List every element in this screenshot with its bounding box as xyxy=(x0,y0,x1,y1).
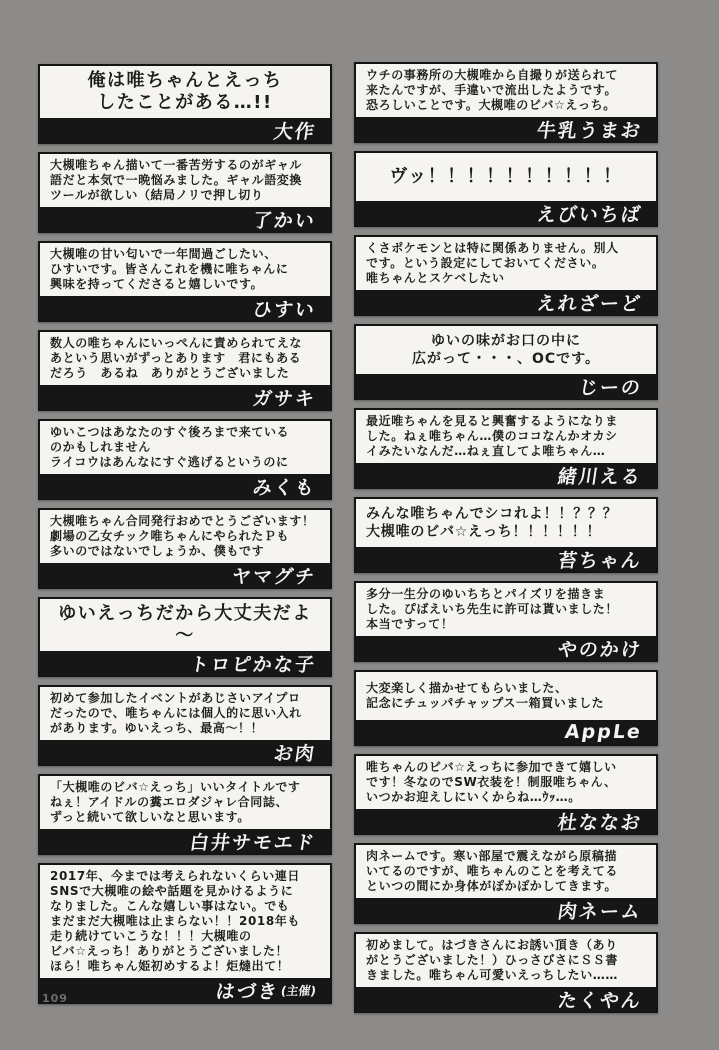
author-name: 緒川える xyxy=(556,465,644,487)
comment-body xyxy=(40,154,330,207)
author-name: ひすい xyxy=(251,298,318,320)
comment-body xyxy=(356,237,656,290)
comment-text: 多分一生分のゆいちちとパイズリを描きま した。ぴばえいち先生に許可は貰いました！ 本当ですって！ xyxy=(366,587,619,631)
author-name: たくやん xyxy=(556,989,644,1011)
comment-box xyxy=(354,843,658,924)
author-name: 杜ななお xyxy=(556,811,644,833)
comment-body xyxy=(356,845,656,898)
author-name: トロピかな子 xyxy=(188,653,318,675)
comment-box xyxy=(354,581,658,662)
author-name: みくも xyxy=(251,476,318,498)
comments-column-right xyxy=(354,62,658,1013)
author-banner xyxy=(40,118,330,142)
comment-box xyxy=(354,497,658,573)
comment-body xyxy=(356,326,656,374)
author-banner xyxy=(40,296,330,320)
author-banner xyxy=(356,636,656,660)
comment-box xyxy=(354,932,658,1013)
comment-body xyxy=(40,332,330,385)
comment-box xyxy=(38,685,332,766)
comment-body xyxy=(356,756,656,809)
comment-text: 大槻唯ちゃん合同発行おめでとうございます！ 劇場の乙女チック唯ちゃんにやられたＰも 多いのではないでしょうか、僕もです xyxy=(50,514,315,558)
author-name: お肉 xyxy=(272,742,318,764)
comment-text: 「大槻唯のビバ☆えっち」いいタイトルです ねぇ！アイドルの糞エロダジャレ合同誌、 ずっと続いて欲しいなと思います。 xyxy=(50,780,301,824)
author-banner xyxy=(356,374,656,398)
comment-body xyxy=(40,599,330,651)
comment-box xyxy=(354,408,658,489)
comment-body xyxy=(40,865,330,978)
comment-body xyxy=(356,499,656,547)
author-name: 牛乳うまお xyxy=(535,119,644,141)
author-banner xyxy=(356,117,656,141)
author-banner xyxy=(356,720,656,744)
author-banner xyxy=(356,290,656,314)
comment-text: 初めて参加したイベントがあじさいアイプロ だったので、唯ちゃんには個人的に思い入れ があります。ゆいえっち、最高～！！ xyxy=(50,691,302,735)
author-banner xyxy=(40,740,330,764)
comment-text: ウチの事務所の大槻唯から自撮りが送られて 来たんですが、手違いで流出したようです。 恐ろしいことです。大槻唯のビバ☆えっち。 xyxy=(366,68,619,112)
author-name: じーの xyxy=(577,376,644,398)
comment-text: 俺は唯ちゃんとえっち したことがある…!! xyxy=(87,70,283,113)
comment-body xyxy=(40,421,330,474)
author-banner xyxy=(40,651,330,675)
page-number: 109 xyxy=(42,992,68,1005)
comment-box xyxy=(354,324,658,400)
comment-text: 2017年、今までは考えられないくらい連日 SNSで大槻唯の絵や話題を見かけるように なりました。こんな嬉しい事はない。でも まだまだ大槻唯は止まらない！！2018年も 走り続けていこうな！！！大槻唯の ビバ☆えっち！ありがとうございました！ ほら！唯ちゃん姫初めするよ！炬燵出て！ xyxy=(50,869,300,973)
comment-box xyxy=(38,774,332,855)
comment-text: 最近唯ちゃんを見ると興奮するようになりま した。ねぇ唯ちゃん…僕のココなんかオカシ イみたいなんだ…ねぇ直してよ唯ちゃん… xyxy=(366,414,619,458)
comment-text: ゆいこつはあなたのすぐ後ろまで来ている のかもしれません ライコウはあんなにすぐ逃げるというのに xyxy=(50,425,290,469)
comments-column-left xyxy=(38,64,332,1004)
author-name: えびいちば xyxy=(535,203,644,225)
author-banner xyxy=(356,463,656,487)
comment-box xyxy=(38,419,332,500)
comment-box xyxy=(354,62,658,143)
author-name: 苔ちゃん xyxy=(556,549,644,571)
author-banner xyxy=(356,987,656,1011)
comment-text: ゆいの味がお口の中に 広がって・・・、OCです。 xyxy=(411,333,601,367)
author-name: 大作 xyxy=(272,120,318,142)
comment-box xyxy=(354,754,658,835)
author-name: 白井サモエド xyxy=(188,831,318,853)
comment-body xyxy=(40,510,330,563)
author-banner xyxy=(40,385,330,409)
comment-box xyxy=(354,670,658,746)
comment-text: くさポケモンとは特に関係ありません。別人 です。という設定にしておいてください。 唯ちゃんとスケベしたい xyxy=(366,241,619,285)
author-banner xyxy=(40,563,330,587)
comment-text: 唯ちゃんのビバ☆えっちに参加できて嬉しい です！冬なのでSW衣装を！制服唯ちゃん、 いつかお迎えしにいくからね…ｳｯ…。 xyxy=(366,760,617,804)
comment-text: みんな唯ちゃんでシコれよ！！？？？ 大槻唯のビバ☆えっち！！！！！！ xyxy=(366,506,618,540)
comment-text: 肉ネームです。寒い部屋で震えながら原稿描 いてるのですが、唯ちゃんのことを考えてる といつの間にか身体がぽかぽかしてきます。 xyxy=(366,849,619,893)
comment-text: 大変楽しく描かせてもらいました、 記念にチュッパチャップス一箱買いました xyxy=(366,681,605,710)
author-banner xyxy=(356,898,656,922)
comment-text: ヴッ！！！！！！！！！！ xyxy=(389,166,623,187)
author-banner xyxy=(40,474,330,498)
comment-body xyxy=(356,583,656,636)
comment-box xyxy=(354,151,658,227)
comment-box xyxy=(38,597,332,677)
author-banner xyxy=(356,809,656,833)
comment-body xyxy=(356,934,656,987)
comment-text: 大槻唯の甘い匂いで一年間過ごしたい、 ひすいです。皆さんこれを機に唯ちゃんに 興味を持ってくださると嬉しいです。 xyxy=(50,247,289,291)
comment-body xyxy=(356,672,656,720)
author-banner xyxy=(40,829,330,853)
comment-body xyxy=(40,243,330,296)
author-role: (主催) xyxy=(279,983,317,998)
comment-body xyxy=(40,66,330,118)
comment-text: 数人の唯ちゃんにいっぺんに責められてえな あという思いがずっとあります 君にもある だろう あるね ありがとうございました xyxy=(50,336,303,380)
comment-text: 初めまして。はづきさんにお誘い頂き（あり がとうございました！）ひっさびさにＳＳ書 きました。唯ちゃん可愛いえっちしたい…… xyxy=(366,938,619,982)
comment-box xyxy=(354,235,658,316)
author-banner xyxy=(356,547,656,571)
author-name: 肉ネーム xyxy=(556,900,644,922)
comment-box xyxy=(38,508,332,589)
author-name: えれざーど xyxy=(535,292,644,314)
author-banner xyxy=(356,201,656,225)
comment-box xyxy=(38,64,332,144)
comment-body xyxy=(40,776,330,829)
author-banner xyxy=(40,207,330,231)
comment-text: ゆいえっちだから大丈夫だよ～ xyxy=(58,603,312,646)
author-name: ヤマグチ xyxy=(230,565,318,587)
author-name: 了かい xyxy=(251,209,318,231)
comment-body xyxy=(356,153,656,201)
comment-body xyxy=(40,687,330,740)
author-name: AppLe xyxy=(563,721,644,743)
comment-body xyxy=(356,410,656,463)
author-name: ガサキ xyxy=(251,387,318,409)
comment-body xyxy=(356,64,656,117)
comment-box xyxy=(38,330,332,411)
comment-box xyxy=(38,152,332,233)
author-name: やのかけ xyxy=(556,638,644,660)
author-banner xyxy=(40,978,330,1002)
comment-box xyxy=(38,863,332,1004)
author-name: はづき xyxy=(214,980,281,1002)
comment-text: 大槻唯ちゃん描いて一番苦労するのがギャル 語だと本気で一晩悩みました。ギャル語変換 ツールが欲しい（結局ノリで押し切り xyxy=(50,158,303,202)
comment-box xyxy=(38,241,332,322)
